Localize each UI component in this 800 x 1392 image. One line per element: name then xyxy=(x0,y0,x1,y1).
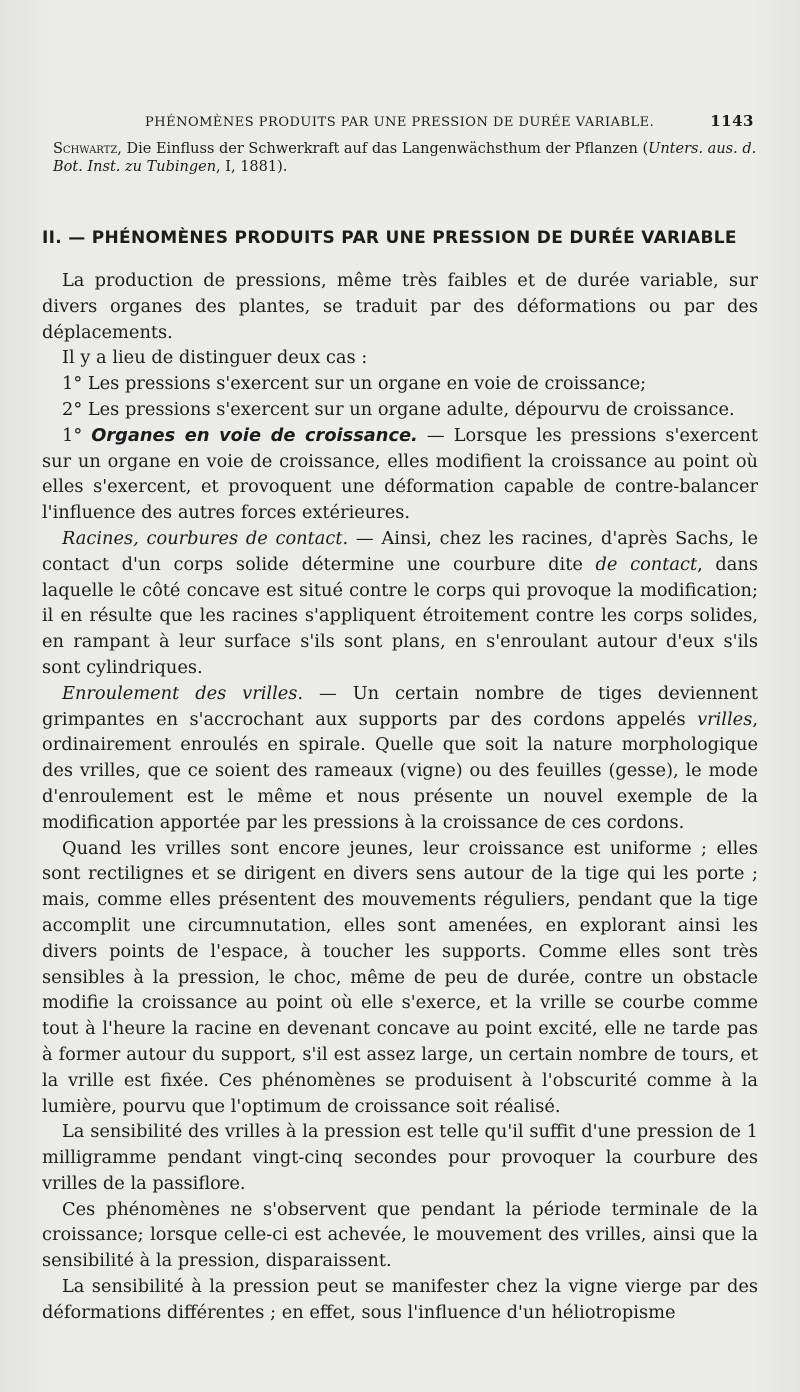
citation-journal: Unters. aus. d. Bot. Inst. zu Tubingen xyxy=(53,141,757,175)
bibliographic-citation xyxy=(53,140,758,176)
page-number: 1143 xyxy=(710,112,754,130)
list-item: 2° Les pressions s'exercent sur un organe adulte, dépourvu de croissance. xyxy=(62,398,735,420)
running-title: PHÉNOMÈNES PRODUITS PAR UNE PRESSION DE DURÉE VARIABLE. xyxy=(145,115,655,130)
paragraph xyxy=(42,681,758,836)
paragraph: La production de pressions, même très faibles et de durée variable, sur divers organes des plantes, se traduit par des déformations ou par des déplacements. xyxy=(42,270,758,343)
paragraph xyxy=(42,526,758,681)
paragraph-lead: Racines, courbures de contact. xyxy=(62,527,349,549)
paragraph: La sensibilité à la pression peut se manifester chez la vigne vierge par des déformations différentes ; en effet, sous l'influence d'un héliotropisme xyxy=(42,1276,758,1323)
emphasis-term: vrilles xyxy=(697,708,753,730)
paragraph: Ces phénomènes ne s'observent que pendant la période terminale de la croissance; lorsque celle-ci est achevée, le mouvement des vrilles, ainsi que la sensibilité à la pression, disparaissent. xyxy=(42,1198,758,1272)
paragraph-lead: Enroulement des vrilles. xyxy=(62,682,304,704)
paragraph: La sensibilité des vrilles à la pression est telle qu'il suffit d'une pression de 1 milligramme pendant vingt-cinq secondes pour provoquer la courbure des vrilles de la passiflore. xyxy=(42,1121,758,1194)
paragraph-text: , ordinairement enroulés en spirale. Quelle que soit la nature morphologique des vrilles, que ce soient des rameaux (vigne) ou des feuilles (gesse), le mode d'enroulement est le même et nous présente un nouvel exemple de la modification apportée par les pressions à la croissance de ces cordons. xyxy=(42,708,758,833)
paragraph-text: , dans laquelle le côté concave est situé contre le corps qui provoque la modification; il en résulte que les racines s'appliquent étroitement contre les corps solides, en rampant à leur surface s'ils sont plans, en s'enroulant autour d'eux s'ils sont cylindriques. xyxy=(42,553,758,678)
list-item: 1° Les pressions s'exercent sur un organe en voie de croissance; xyxy=(62,373,647,395)
citation-tail: , I, 1881). xyxy=(216,159,288,175)
paragraph-text: — Lorsque les pressions s'exercent sur un organe en voie de croissance, elles modifient la croissance au point où elles s'exercent, et provoquent une déformation capable de contre-balancer l'influence des autres forces extérieures. xyxy=(42,424,758,524)
emphasis-term: de contact xyxy=(595,553,698,575)
citation-author: Schwartz, xyxy=(53,141,122,157)
citation-text: Die Einfluss der Schwerkraft auf das Langenwächsthum der Pflanzen ( xyxy=(121,141,649,157)
section-heading: II. — PHÉNOMÈNES PRODUITS PAR UNE PRESSION DE DURÉE VARIABLE xyxy=(42,228,737,248)
paragraph xyxy=(42,423,758,526)
running-header xyxy=(145,112,754,130)
subsection-heading: Organes en voie de croissance. xyxy=(91,424,418,446)
body-text xyxy=(42,268,758,1326)
paragraph: Il y a lieu de distinguer deux cas : xyxy=(62,347,368,369)
paragraph-text: — Ainsi, chez les racines, d'après Sachs, le contact d'un corps solide détermine une courbure dite xyxy=(42,527,758,575)
paragraph: Quand les vrilles sont encore jeunes, leur croissance est uniforme ; elles sont rectilignes et se dirigent en divers sens autour de la tige qui les porte ; mais, comme elles présentent des mouvements réguliers, pendant que la tige accomplit une circumnutation, elles sont amenées, en explorant ainsi les divers points de l'espace, à toucher les supports. Comme elles sont très sensibles à la pression, le choc, même de peu de durée, contre un obstacle modifie la croissance au point où elle s'exerce, et la vrille se courbe comme tout à l'heure la racine en devenant concave au point excité, elle ne tarde pas à former autour du support, s'il est assez large, un certain nombre de tours, et la vrille est fixée. Ces phénomènes se produisent à l'obscurité comme à la lumière, pourvu que l'optimum de croissance soit réalisé. xyxy=(42,837,758,1117)
paragraph-text: — Un certain nombre de tiges deviennent grimpantes en s'accrochant aux supports par des cordons appelés xyxy=(42,682,758,730)
subsection-number: 1° xyxy=(62,424,92,446)
